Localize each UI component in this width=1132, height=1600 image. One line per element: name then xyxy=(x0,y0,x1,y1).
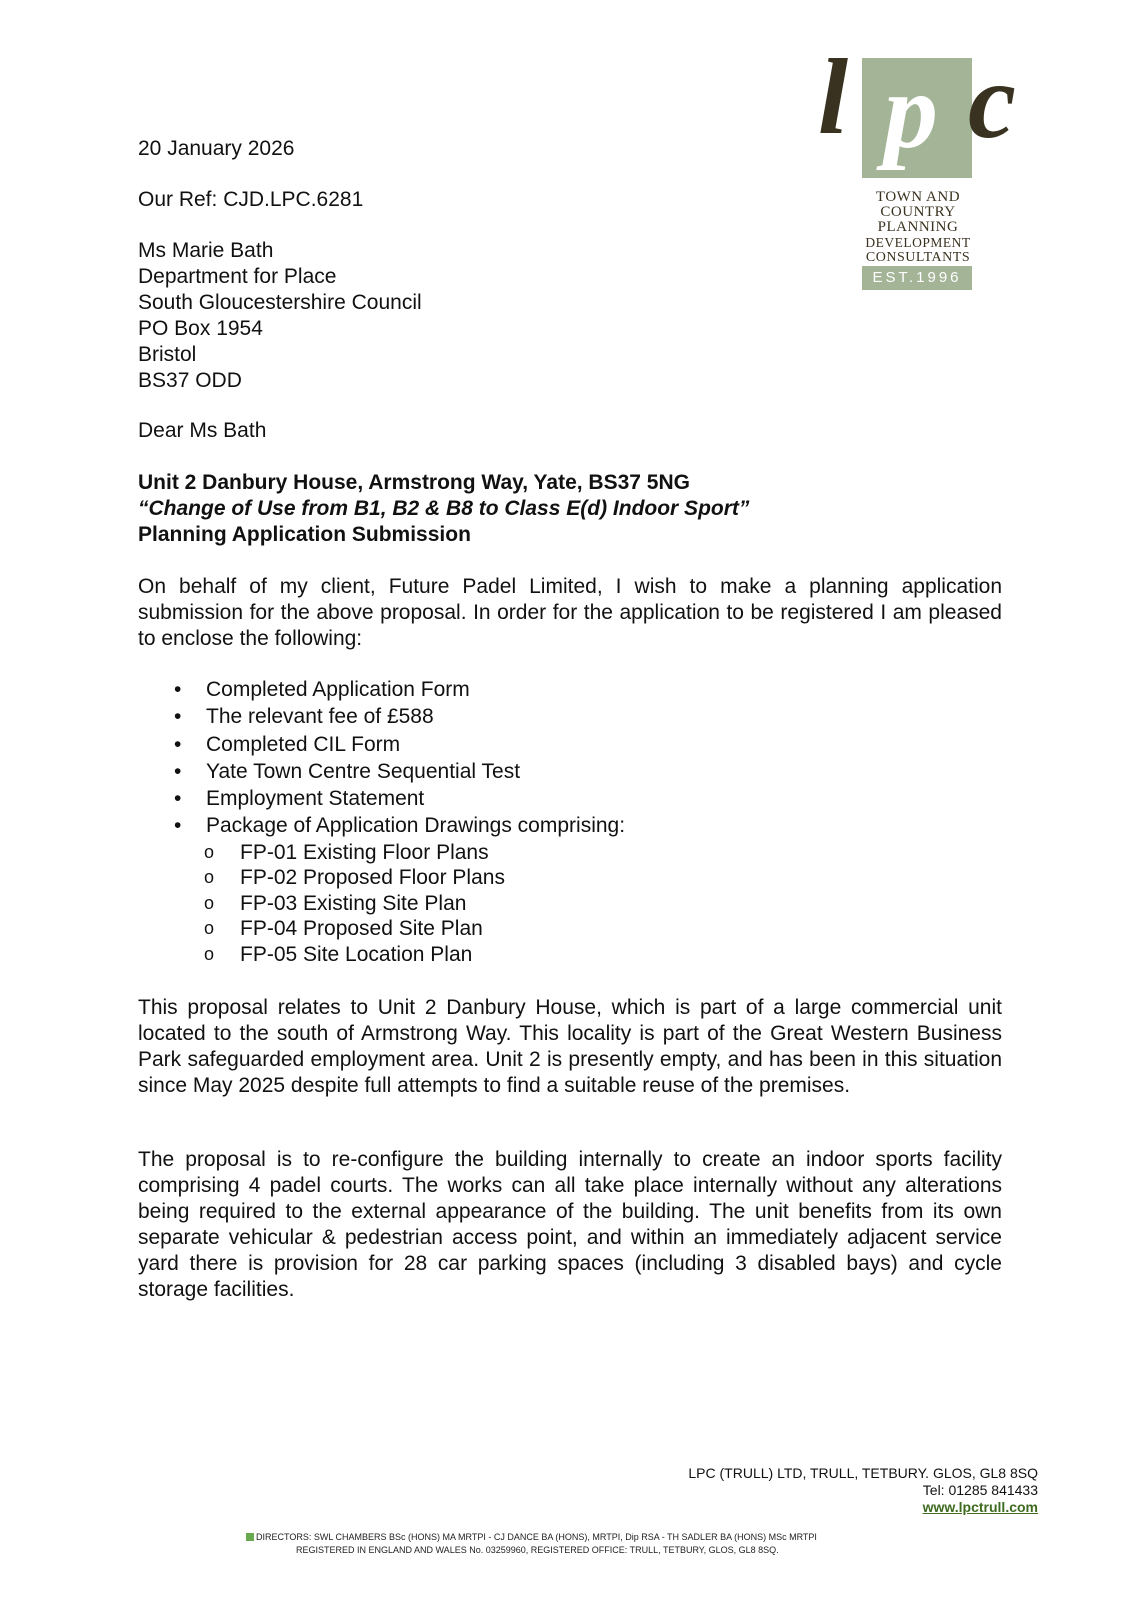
sub-bullet-icon: o xyxy=(204,943,215,964)
sub-bullet-icon: o xyxy=(204,867,215,888)
recipient-line: Department for Place xyxy=(138,265,337,288)
bullet-icon: • xyxy=(174,814,182,838)
recipient-address xyxy=(138,238,422,394)
recipient-line: Bristol xyxy=(138,343,197,366)
recipient-line: BS37 ODD xyxy=(138,369,242,392)
list-item: • Completed Application Form xyxy=(138,676,938,703)
company-logo xyxy=(818,38,1032,302)
subject-type: Planning Application Submission xyxy=(138,523,471,546)
sub-bullet-icon: o xyxy=(204,841,215,862)
body-paragraph-2: This proposal relates to Unit 2 Danbury House, which is part of a large commercial unit located to the south of Armstrong Way. This locality is part of the Great Western Business Park safeguarded employment area. Unit 2 is presently empty, and has been in this situation since May 2025 despite full attempts to find a suitable reuse of the premises. xyxy=(138,996,1002,1097)
recipient-line: Ms Marie Bath xyxy=(138,239,274,262)
bullet-icon: • xyxy=(174,732,182,756)
enclosures-list xyxy=(138,676,938,967)
logo-tagline: TOWN AND COUNTRY PLANNING DEVELOPMENT CONSULTANTS xyxy=(865,189,971,265)
logo-letter-p: p xyxy=(884,52,938,171)
registration-text: REGISTERED IN ENGLAND AND WALES No. 03259960, REGISTERED OFFICE: TRULL, TETBURY, GLOS, GL8 8SQ. xyxy=(296,1545,779,1555)
logo-letter-c: c xyxy=(968,42,1016,161)
sub-bullet-icon: o xyxy=(204,892,215,913)
directors-text: DIRECTORS: SWL CHAMBERS BSc (HONS) MA MRTPI - CJ DANCE BA (HONS), MRTPI, Dip RSA - TH SADLER BA (HONS) MSc MRTPI xyxy=(256,1532,817,1542)
green-square-icon xyxy=(246,1533,254,1541)
subject-address: Unit 2 Danbury House, Armstrong Way, Yate, BS37 5NG xyxy=(138,471,690,494)
bullet-icon: • xyxy=(174,787,182,811)
drawing-item: o FP-04 Proposed Site Plan xyxy=(204,917,483,941)
company-telephone: Tel: 01285 841433 xyxy=(922,1482,1038,1498)
drawing-item: o FP-02 Proposed Floor Plans xyxy=(204,866,505,890)
drawing-item: o FP-03 Existing Site Plan xyxy=(204,891,467,915)
directors-notice xyxy=(246,1531,886,1557)
bullet-icon: • xyxy=(174,705,182,729)
bullet-icon: • xyxy=(174,759,182,783)
company-address: LPC (TRULL) LTD, TRULL, TETBURY. GLOS, GL8 8SQ xyxy=(688,1465,1038,1481)
drawing-item: o FP-05 Site Location Plan xyxy=(204,942,473,966)
list-item: • Yate Town Centre Sequential Test xyxy=(138,758,938,785)
company-footer xyxy=(688,1465,1038,1516)
sub-bullet-icon: o xyxy=(204,918,215,939)
drawing-item: o FP-01 Existing Floor Plans xyxy=(204,840,489,864)
body-paragraph-3: The proposal is to re-configure the building internally to create an indoor sports facility comprising 4 padel courts. The works can all take place internally without any alterations being required to the external appearance of the building. The unit benefits from its own separate vehicular & pedestrian access point, and within an immediately adjacent service yard there is provision for 28 car parking spaces (including 3 disabled bays) and cycle storage facilities. xyxy=(138,1148,1002,1301)
recipient-line: PO Box 1954 xyxy=(138,317,263,340)
list-item: • The relevant fee of £588 xyxy=(138,703,938,730)
subject-proposal: “Change of Use from B1, B2 & B8 to Class E(d) Indoor Sport” xyxy=(138,497,750,520)
salutation: Dear Ms Bath xyxy=(138,419,267,442)
list-item: • Completed CIL Form xyxy=(138,731,938,758)
website-link[interactable]: www.lpctrull.com xyxy=(922,1499,1038,1515)
list-item: • Package of Application Drawings comprising: xyxy=(138,812,938,839)
logo-letter-l: l xyxy=(818,38,849,157)
subject-heading xyxy=(138,470,749,548)
bullet-icon: • xyxy=(174,678,182,701)
logo-established: EST.1996 xyxy=(862,266,972,290)
intro-paragraph: On behalf of my client, Future Padel Limited, I wish to make a planning application submission for the above proposal. In order for the application to be registered I am pleased to enclose the following: xyxy=(138,575,1002,650)
recipient-line: South Gloucestershire Council xyxy=(138,291,422,314)
letter-date: 20 January 2026 xyxy=(138,137,295,160)
list-item: • Employment Statement xyxy=(138,785,938,812)
letter-reference: Our Ref: CJD.LPC.6281 xyxy=(138,188,364,211)
